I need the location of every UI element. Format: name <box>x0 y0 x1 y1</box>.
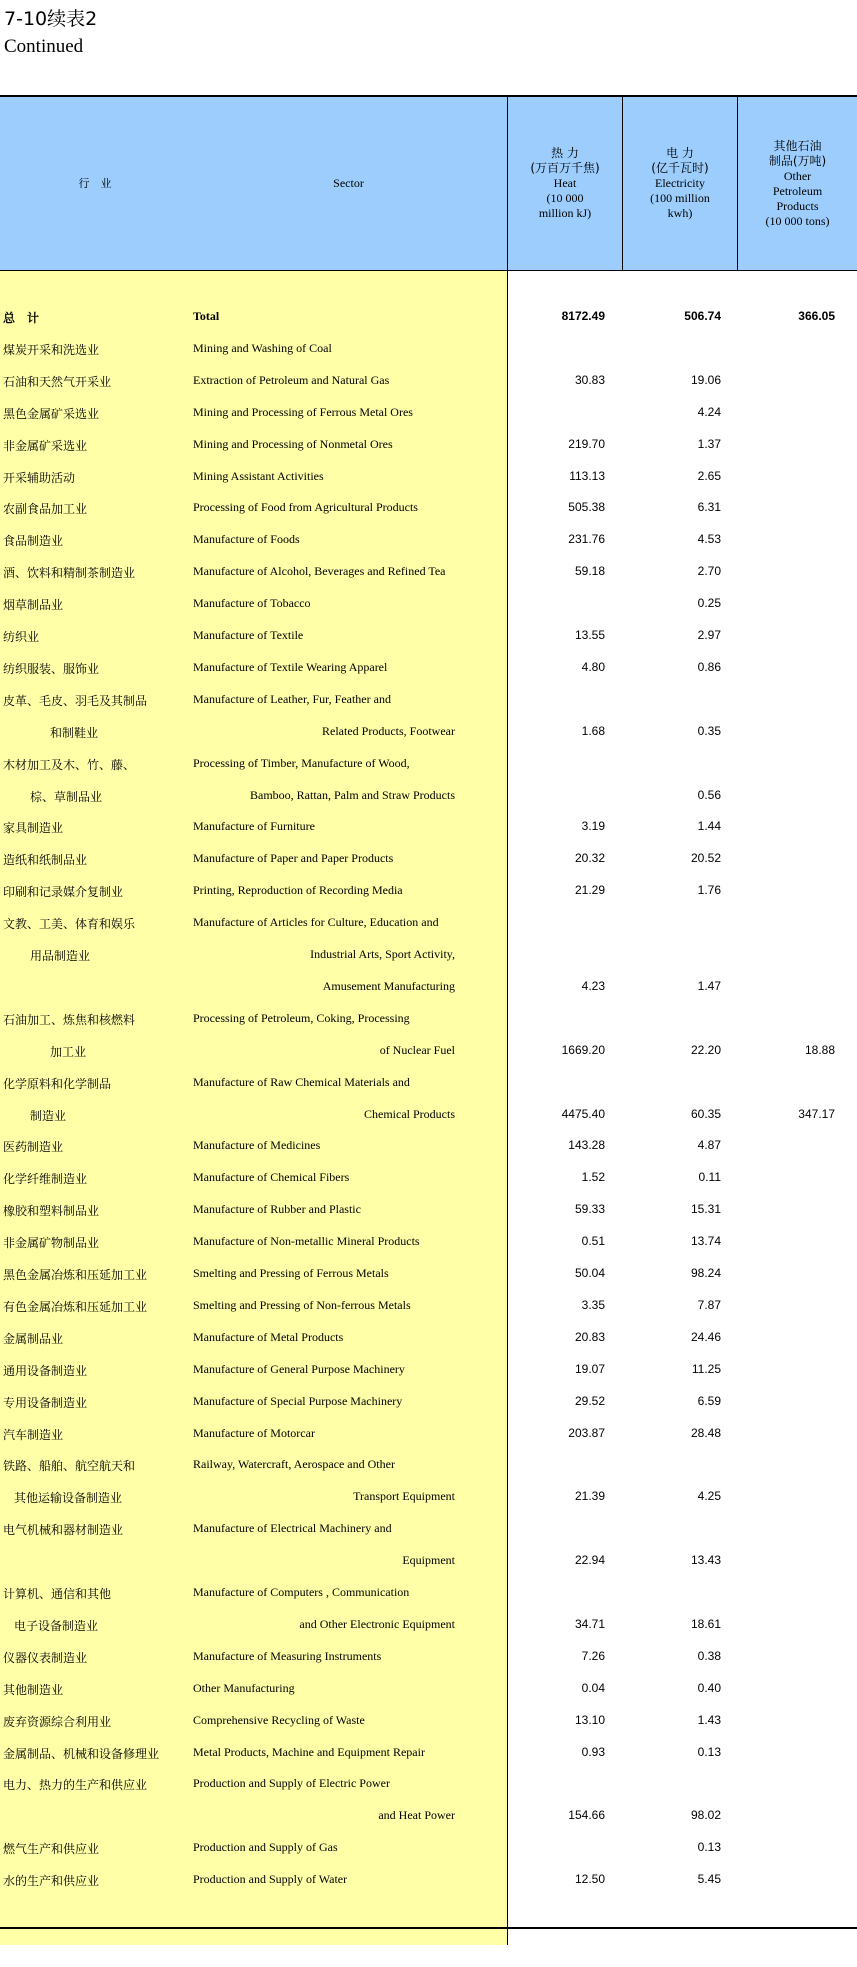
row-sector-en: Manufacture of Motorcar <box>193 1425 315 1440</box>
table-row <box>0 970 857 1002</box>
row-sector-en: Mining and Processing of Nonmetal Ores <box>193 436 393 451</box>
row-electricity-value: 6.59 <box>697 1393 721 1408</box>
row-sector-en: Manufacture of Computers , Communication <box>193 1585 410 1599</box>
row-electricity-value: 7.87 <box>697 1297 721 1312</box>
row-industry-cn: 石油和天然气开采业 <box>3 374 112 389</box>
row-industry-cn: 食品制造业 <box>3 534 64 549</box>
row-sector-en: Production and Supply of Gas <box>193 1840 338 1855</box>
table-row <box>0 906 857 938</box>
row-heat-value: 19.07 <box>574 1361 605 1376</box>
row-industry-cn: 纺织业 <box>3 630 40 644</box>
row-industry-cn: 电气机械和器材制造业 <box>3 1523 124 1538</box>
table-row <box>0 1512 857 1544</box>
row-electricity-value: 11.25 <box>691 1361 721 1376</box>
table-row <box>0 1544 857 1576</box>
row-electricity-value: 2.70 <box>697 564 721 579</box>
header-other_petroleum-line: Products <box>776 198 819 213</box>
row-industry-cn: 汽车制造业 <box>3 1427 64 1442</box>
row-industry-cn: 用品制造业 <box>30 949 91 963</box>
row-electricity-value: 98.24 <box>690 1266 721 1280</box>
row-heat-value: 143.28 <box>568 1138 605 1153</box>
row-industry-cn: 化学纤维制造业 <box>3 1172 88 1187</box>
row-electricity-value: 2.97 <box>697 628 721 642</box>
row-heat-value: 20.32 <box>574 851 605 866</box>
row-sector-en: Manufacture of Metal Products <box>193 1329 344 1344</box>
header-heat-line: Heat <box>553 176 577 190</box>
table-row <box>0 1863 857 1895</box>
table-row <box>0 1193 857 1225</box>
row-electricity-value: 1.43 <box>697 1712 721 1727</box>
row-sector-en: Metal Products, Machine and Equipment Repair <box>193 1744 425 1759</box>
row-heat-value: 59.18 <box>574 564 605 579</box>
table-row <box>0 1767 857 1799</box>
table-row <box>0 396 857 428</box>
table-row <box>0 1257 857 1289</box>
row-electricity-value: 0.56 <box>697 787 721 802</box>
row-electricity-value: 4.25 <box>697 1489 721 1504</box>
row-heat-value: 34.71 <box>574 1616 605 1631</box>
row-industry-cn: 非金属矿采选业 <box>3 438 88 453</box>
row-sector-en: Processing of Timber, Manufacture of Wood, <box>193 755 410 770</box>
row-industry-cn: 木材加工及木、竹、藤、 <box>3 757 136 772</box>
row-sector-en: Other Manufacturing <box>193 1680 295 1695</box>
row-electricity-value: 4.87 <box>697 1138 721 1153</box>
row-electricity-value: 0.13 <box>697 1744 721 1759</box>
row-sector-en: and Heat Power <box>378 1808 455 1823</box>
row-heat-value: 1.68 <box>581 723 605 738</box>
table-row <box>0 1066 857 1098</box>
row-industry-cn: 石油加工、炼焦和核燃料 <box>3 1012 136 1027</box>
row-sector-en: Manufacture of Raw Chemical Materials and <box>193 1074 410 1089</box>
row-heat-value: 7.26 <box>581 1648 605 1663</box>
row-electricity-value: 0.11 <box>698 1170 721 1185</box>
row-sector-en: Printing, Reproduction of Recording Media <box>193 883 403 898</box>
row-electricity-value: 60.35 <box>690 1106 721 1121</box>
header-other_petroleum-line: 制品(万吨) <box>768 153 827 168</box>
row-electricity-value: 0.38 <box>697 1648 721 1663</box>
table-row <box>0 364 857 396</box>
row-industry-cn: 造纸和纸制品业 <box>3 853 88 868</box>
row-industry-cn: 化学原料和化学制品 <box>3 1076 112 1091</box>
row-industry-cn: 燃气生产和供应业 <box>3 1842 100 1857</box>
row-electricity-value: 6.31 <box>697 500 721 515</box>
row-heat-value: 30.83 <box>574 372 605 387</box>
row-sector-en: of Nuclear Fuel <box>379 1042 455 1057</box>
row-heat-value: 3.19 <box>581 819 605 834</box>
row-industry-cn: 煤炭开采和洗选业 <box>3 342 100 357</box>
row-electricity-value: 2.65 <box>697 468 721 483</box>
row-industry-cn: 专用设备制造业 <box>3 1395 88 1410</box>
row-sector-en: Manufacture of Chemical Fibers <box>193 1170 350 1185</box>
row-industry-cn: 黑色金属矿采选业 <box>3 406 100 421</box>
row-heat-value: 3.35 <box>581 1297 605 1312</box>
row-sector-en: Mining and Processing of Ferrous Metal Ores <box>193 404 413 419</box>
row-sector-en: Manufacture of Electrical Machinery and <box>193 1521 392 1536</box>
header-industry-cn: 行 业 <box>78 177 112 190</box>
table-row <box>0 810 857 842</box>
row-heat-value: 113.13 <box>569 468 605 483</box>
row-sector-en: Manufacture of Medicines <box>193 1138 321 1153</box>
table-row <box>0 747 857 779</box>
row-heat-value: 13.55 <box>574 628 605 642</box>
header-electricity-line: 电 力 <box>666 146 694 160</box>
row-sector-en: and Other Electronic Equipment <box>299 1616 455 1631</box>
row-heat-value: 4475.40 <box>561 1106 605 1121</box>
row-sector-en: Smelting and Pressing of Non-ferrous Metals <box>193 1297 411 1312</box>
row-electricity-value: 1.47 <box>697 978 721 993</box>
table-row <box>0 1640 857 1672</box>
row-sector-en: Equipment <box>402 1553 455 1568</box>
table-row <box>0 523 857 555</box>
row-heat-value: 1.52 <box>581 1170 605 1185</box>
row-electricity-value: 506.74 <box>684 309 721 323</box>
table-row <box>0 1321 857 1353</box>
header-electricity-line: (100 million <box>650 191 710 205</box>
row-industry-cn: 电力、热力的生产和供应业 <box>3 1778 148 1793</box>
row-industry-cn: 黑色金属冶炼和压延加工业 <box>3 1268 148 1282</box>
page-title: 7-10续表2 <box>4 8 98 30</box>
table-row <box>0 938 857 970</box>
row-industry-cn: 废弃资源综合利用业 <box>3 1714 112 1729</box>
table-row <box>0 779 857 811</box>
row-sector-en: Manufacture of General Purpose Machinery <box>193 1361 405 1376</box>
row-heat-value: 505.38 <box>568 500 605 515</box>
table-row <box>0 1480 857 1512</box>
row-industry-cn: 铁路、船舶、航空航天和 <box>3 1459 136 1474</box>
header-heat-line: 热 力 <box>551 146 579 160</box>
table-row <box>0 1448 857 1480</box>
table-row <box>0 715 857 747</box>
row-sector-en: Manufacture of Foods <box>193 532 300 547</box>
table-row <box>0 555 857 587</box>
row-electricity-value: 13.74 <box>690 1234 721 1249</box>
table-row <box>0 1034 857 1066</box>
header-other-petroleum <box>738 97 857 270</box>
row-industry-cn: 开采辅助活动 <box>3 470 76 485</box>
table-row <box>0 1417 857 1449</box>
row-industry-cn: 印刷和记录媒介复制业 <box>3 885 124 900</box>
row-sector-en: Chemical Products <box>364 1106 455 1121</box>
row-electricity-value: 28.48 <box>690 1425 721 1440</box>
row-sector-en: Industrial Arts, Sport Activity, <box>310 947 455 961</box>
table-row <box>0 619 857 651</box>
row-industry-cn: 橡胶和塑料制品业 <box>3 1204 100 1219</box>
row-electricity-value: 0.40 <box>697 1680 721 1695</box>
row-heat-value: 29.52 <box>574 1393 605 1408</box>
row-sector-en: Manufacture of Articles for Culture, Education and <box>193 915 439 930</box>
row-industry-cn: 和制鞋业 <box>50 725 99 740</box>
row-industry-cn: 总 计 <box>3 311 40 325</box>
row-industry-cn: 其他制造业 <box>3 1682 64 1697</box>
row-electricity-value: 18.61 <box>690 1616 721 1631</box>
header-other_petroleum-line: Petroleum <box>772 183 823 198</box>
row-other-petroleum-value: 347.17 <box>798 1106 835 1121</box>
row-industry-cn: 文教、工美、体育和娱乐 <box>3 917 136 932</box>
table-row <box>0 1672 857 1704</box>
row-heat-value: 154.66 <box>568 1808 605 1823</box>
row-heat-value: 4.23 <box>581 978 605 993</box>
header-electricity-line: Electricity <box>655 176 705 190</box>
row-sector-en: Related Products, Footwear <box>322 723 455 738</box>
row-electricity-value: 13.43 <box>690 1553 721 1568</box>
row-industry-cn: 电子设备制造业 <box>14 1618 99 1633</box>
row-industry-cn: 加工业 <box>50 1044 87 1059</box>
row-industry-cn: 农副食品加工业 <box>3 502 88 517</box>
row-industry-cn: 金属制品业 <box>3 1331 64 1346</box>
row-industry-cn: 其他运输设备制造业 <box>14 1491 123 1506</box>
header-other_petroleum-line: 其他石油 <box>773 138 822 153</box>
row-heat-value: 20.83 <box>574 1329 605 1344</box>
row-sector-en: Bamboo, Rattan, Palm and Straw Products <box>250 787 455 802</box>
table-row <box>0 460 857 492</box>
row-sector-en: Production and Supply of Water <box>193 1872 348 1887</box>
table-row <box>0 1353 857 1385</box>
table-row <box>0 1289 857 1321</box>
row-electricity-value: 19.06 <box>690 372 721 387</box>
row-sector-en: Production and Supply of Electric Power <box>193 1776 390 1791</box>
row-electricity-value: 0.13 <box>697 1840 721 1855</box>
row-industry-cn: 水的生产和供应业 <box>3 1874 100 1889</box>
row-heat-value: 0.04 <box>581 1680 605 1695</box>
table-row <box>0 300 857 332</box>
row-electricity-value: 24.46 <box>690 1329 721 1344</box>
row-industry-cn: 制造业 <box>30 1108 67 1123</box>
page-subtitle: Continued <box>4 36 84 57</box>
table-row <box>0 332 857 364</box>
row-heat-value: 59.33 <box>574 1202 605 1217</box>
row-heat-value: 8172.49 <box>561 309 605 323</box>
row-sector-en: Transport Equipment <box>353 1489 455 1504</box>
table-row <box>0 1831 857 1863</box>
row-heat-value: 0.93 <box>581 1744 605 1759</box>
row-sector-en: Manufacture of Textile <box>193 628 304 642</box>
table-row <box>0 1799 857 1831</box>
row-heat-value: 12.50 <box>574 1872 605 1887</box>
table-row <box>0 1129 857 1161</box>
header-electricity-line: kwh) <box>667 206 693 220</box>
row-electricity-value: 1.44 <box>697 819 721 834</box>
table-row <box>0 1385 857 1417</box>
row-sector-en: Manufacture of Paper and Paper Products <box>193 851 394 866</box>
row-sector-en: Smelting and Pressing of Ferrous Metals <box>193 1266 389 1280</box>
row-sector-en: Mining and Washing of Coal <box>193 340 332 355</box>
header-electricity-line: (亿千瓦时) <box>651 161 709 175</box>
table-row <box>0 651 857 683</box>
row-industry-cn: 家具制造业 <box>3 821 64 836</box>
row-heat-value: 203.87 <box>568 1425 605 1440</box>
row-industry-cn: 计算机、通信和其他 <box>3 1587 112 1601</box>
table-row <box>0 1704 857 1736</box>
row-heat-value: 22.94 <box>574 1553 605 1568</box>
table-row <box>0 1161 857 1193</box>
row-heat-value: 219.70 <box>568 436 605 451</box>
header-other_petroleum-line: (10 000 tons) <box>765 213 830 228</box>
row-sector-en: Extraction of Petroleum and Natural Gas <box>193 372 390 387</box>
table-row <box>0 428 857 460</box>
row-electricity-value: 20.52 <box>690 851 721 866</box>
row-heat-value: 1669.20 <box>561 1042 605 1057</box>
row-other-petroleum-value: 18.88 <box>804 1042 835 1057</box>
row-electricity-value: 0.35 <box>697 723 721 738</box>
row-heat-value: 13.10 <box>574 1712 605 1727</box>
table-row <box>0 874 857 906</box>
row-industry-cn: 酒、饮料和精制茶制造业 <box>3 566 136 581</box>
row-industry-cn: 非金属矿物制品业 <box>3 1236 100 1251</box>
row-industry-cn: 纺织服装、服饰业 <box>3 661 100 676</box>
row-heat-value: 21.39 <box>574 1489 605 1504</box>
row-electricity-value: 15.31 <box>690 1202 721 1217</box>
row-sector-en: Manufacture of Leather, Fur, Feather and <box>193 691 391 706</box>
table-row <box>0 1608 857 1640</box>
row-sector-en: Manufacture of Textile Wearing Apparel <box>193 659 388 674</box>
header-sector-en: Sector <box>333 176 364 190</box>
header-electricity <box>623 97 737 270</box>
row-sector-en: Manufacture of Measuring Instruments <box>193 1648 382 1663</box>
table-row <box>0 587 857 619</box>
row-electricity-value: 0.25 <box>697 596 721 611</box>
table-row <box>0 683 857 715</box>
row-sector-en: Processing of Food from Agricultural Products <box>193 500 418 515</box>
row-electricity-value: 4.53 <box>697 532 721 547</box>
row-heat-value: 4.80 <box>581 659 605 674</box>
header-heat <box>508 97 622 270</box>
row-electricity-value: 4.24 <box>697 404 721 419</box>
row-sector-en: Manufacture of Rubber and Plastic <box>193 1202 361 1217</box>
row-sector-en: Manufacture of Tobacco <box>193 596 311 611</box>
row-heat-value: 21.29 <box>574 883 605 898</box>
row-other-petroleum-value: 366.05 <box>798 309 835 323</box>
row-industry-cn: 烟草制品业 <box>3 598 64 613</box>
table-row <box>0 1002 857 1034</box>
row-electricity-value: 5.45 <box>697 1872 721 1887</box>
row-heat-value: 231.76 <box>568 532 605 547</box>
table-bottom-rule <box>0 1927 857 1929</box>
table-row <box>0 1098 857 1130</box>
row-sector-en: Mining Assistant Activities <box>193 468 324 483</box>
header-other_petroleum-line: Other <box>783 168 812 183</box>
row-electricity-value: 0.86 <box>697 659 721 674</box>
header-heat-line: million kJ) <box>538 206 592 220</box>
row-industry-cn: 金属制品、机械和设备修理业 <box>3 1746 160 1761</box>
table-row <box>0 1736 857 1768</box>
row-industry-cn: 通用设备制造业 <box>3 1363 88 1378</box>
row-industry-cn: 有色金属冶炼和压延加工业 <box>3 1299 148 1314</box>
row-heat-value: 0.51 <box>581 1234 605 1249</box>
row-sector-en: Manufacture of Non-metallic Mineral Products <box>193 1234 420 1249</box>
row-sector-en: Manufacture of Alcohol, Beverages and Refined Tea <box>193 564 446 579</box>
header-heat-line: (10 000 <box>546 191 584 205</box>
row-industry-cn: 医药制造业 <box>3 1140 64 1155</box>
row-industry-cn: 仪器仪表制造业 <box>3 1650 88 1665</box>
row-sector-en: Comprehensive Recycling of Waste <box>193 1712 365 1727</box>
table-row <box>0 1225 857 1257</box>
row-electricity-value: 1.37 <box>697 436 721 451</box>
row-electricity-value: 22.20 <box>690 1042 721 1057</box>
row-heat-value: 50.04 <box>574 1266 605 1280</box>
table-row <box>0 491 857 523</box>
row-industry-cn: 皮革、毛皮、羽毛及其制品 <box>3 693 148 708</box>
row-sector-en: Processing of Petroleum, Coking, Processing <box>193 1010 410 1025</box>
row-sector-en: Manufacture of Furniture <box>193 819 315 834</box>
row-sector-en: Total <box>193 309 220 323</box>
row-sector-en: Amusement Manufacturing <box>322 978 455 993</box>
row-electricity-value: 1.76 <box>697 883 721 898</box>
header-heat-line: (万百万千焦) <box>530 161 600 175</box>
row-sector-en: Railway, Watercraft, Aerospace and Other <box>193 1457 395 1472</box>
row-electricity-value: 98.02 <box>690 1808 721 1823</box>
row-sector-en: Manufacture of Special Purpose Machinery <box>193 1393 403 1408</box>
row-industry-cn: 棕、草制品业 <box>30 789 103 804</box>
table-row <box>0 842 857 874</box>
table-row <box>0 1576 857 1608</box>
